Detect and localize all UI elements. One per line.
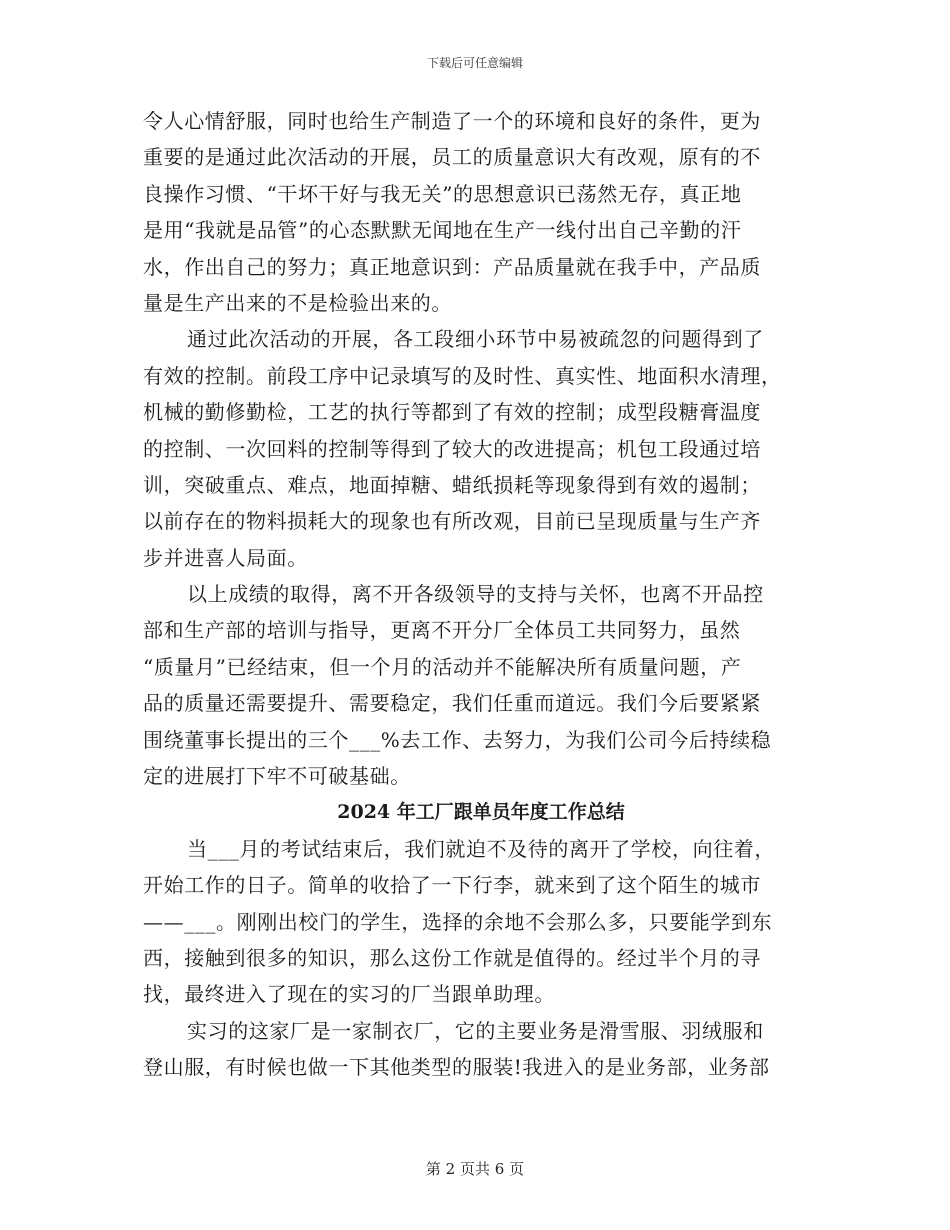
text-line: 开始工作的日子。简单的收拾了一下行李，就来到了这个陌生的城市: [143, 873, 761, 898]
text-line: 以前存在的物料损耗大的现象也有所改观，目前已呈现质量与生产齐: [143, 509, 761, 534]
text-line: 重要的是通过此次活动的开展，员工的质量意识大有改观，原有的不: [143, 145, 761, 170]
text-line: 量是生产出来的不是检验出来的。: [143, 290, 452, 315]
text-line: “质量月”已经结束，但一个月的活动并不能解决所有质量问题，产: [143, 654, 742, 679]
text-line: 以上成绩的取得，离不开各级领导的支持与关怀，也离不开品控: [187, 582, 764, 607]
text-line: 步并进喜人局面。: [143, 545, 308, 570]
text-line: 当___月的考试结束后，我们就迫不及待的离开了学校，向往着，: [187, 836, 775, 861]
page-footer: 第 2 页共 6 页: [425, 1160, 525, 1178]
paragraph-1: [143, 103, 803, 321]
paragraph-3: [143, 576, 803, 794]
document-body: [143, 103, 803, 1086]
text-line: 是用“我就是品管”的心态默默无闻地在生产一线付出自己辛勤的汗: [143, 218, 742, 243]
text-line: 令人心情舒服，同时也给生产制造了一个的环境和良好的条件，更为: [143, 109, 761, 133]
text-line: 定的进展打下牢不可破基础。: [143, 764, 411, 789]
text-line: 找，最终进入了现在的实习的厂当跟单助理。: [143, 982, 555, 1007]
text-line: 有效的控制。前段工序中记录填写的及时性、真实性、地面积水清理，: [143, 363, 782, 388]
text-line: 水，作出自己的努力；真正地意识到：产品质量就在我手中，产品质: [143, 254, 761, 279]
paragraph-2: [143, 321, 803, 576]
text-line: 登山服，有时候也做一下其他类型的服装!我进入的是业务部，业务部: [143, 1055, 770, 1080]
text-line: 品的质量还需要提升、需要稳定，我们任重而道远。我们今后要紧紧: [143, 691, 761, 716]
text-line: 西，接触到很多的知识，那么这份工作就是值得的。经过半个月的寻: [143, 945, 761, 970]
text-line: 围绕董事长提出的三个___%去工作、去努力，为我们公司今后持续稳: [143, 727, 772, 752]
text-line: 训，突破重点、难点，地面掉糖、蜡纸损耗等现象得到有效的遏制；: [143, 472, 761, 497]
text-line: 实习的这家厂是一家制衣厂，它的主要业务是滑雪服、羽绒服和: [187, 1018, 764, 1043]
paragraph-5: [143, 1013, 803, 1086]
text-line: 良操作习惯、“干坏干好与我无关”的思想意识已荡然无存，真正地: [143, 181, 742, 206]
text-line: 部和生产部的培训与指导，更离不开分厂全体员工共同努力，虽然: [143, 618, 741, 643]
text-line: 通过此次活动的开展，各工段细小环节中易被疏忽的问题得到了: [187, 327, 764, 352]
text-line: ——___。刚刚出校门的学生，选择的余地不会那么多，只要能学到东: [143, 909, 773, 934]
paragraph-4: [143, 831, 803, 1013]
page-header: 下载后可任意编辑: [426, 56, 523, 70]
section-title: 2024 年工厂跟单员年度工作总结: [337, 801, 625, 824]
text-line: 的控制、一次回料的控制等得到了较大的改进提高；机包工段通过培: [143, 436, 761, 461]
text-line: 机械的勤修勤检，工艺的执行等都到了有效的控制；成型段糖膏温度: [143, 400, 761, 425]
